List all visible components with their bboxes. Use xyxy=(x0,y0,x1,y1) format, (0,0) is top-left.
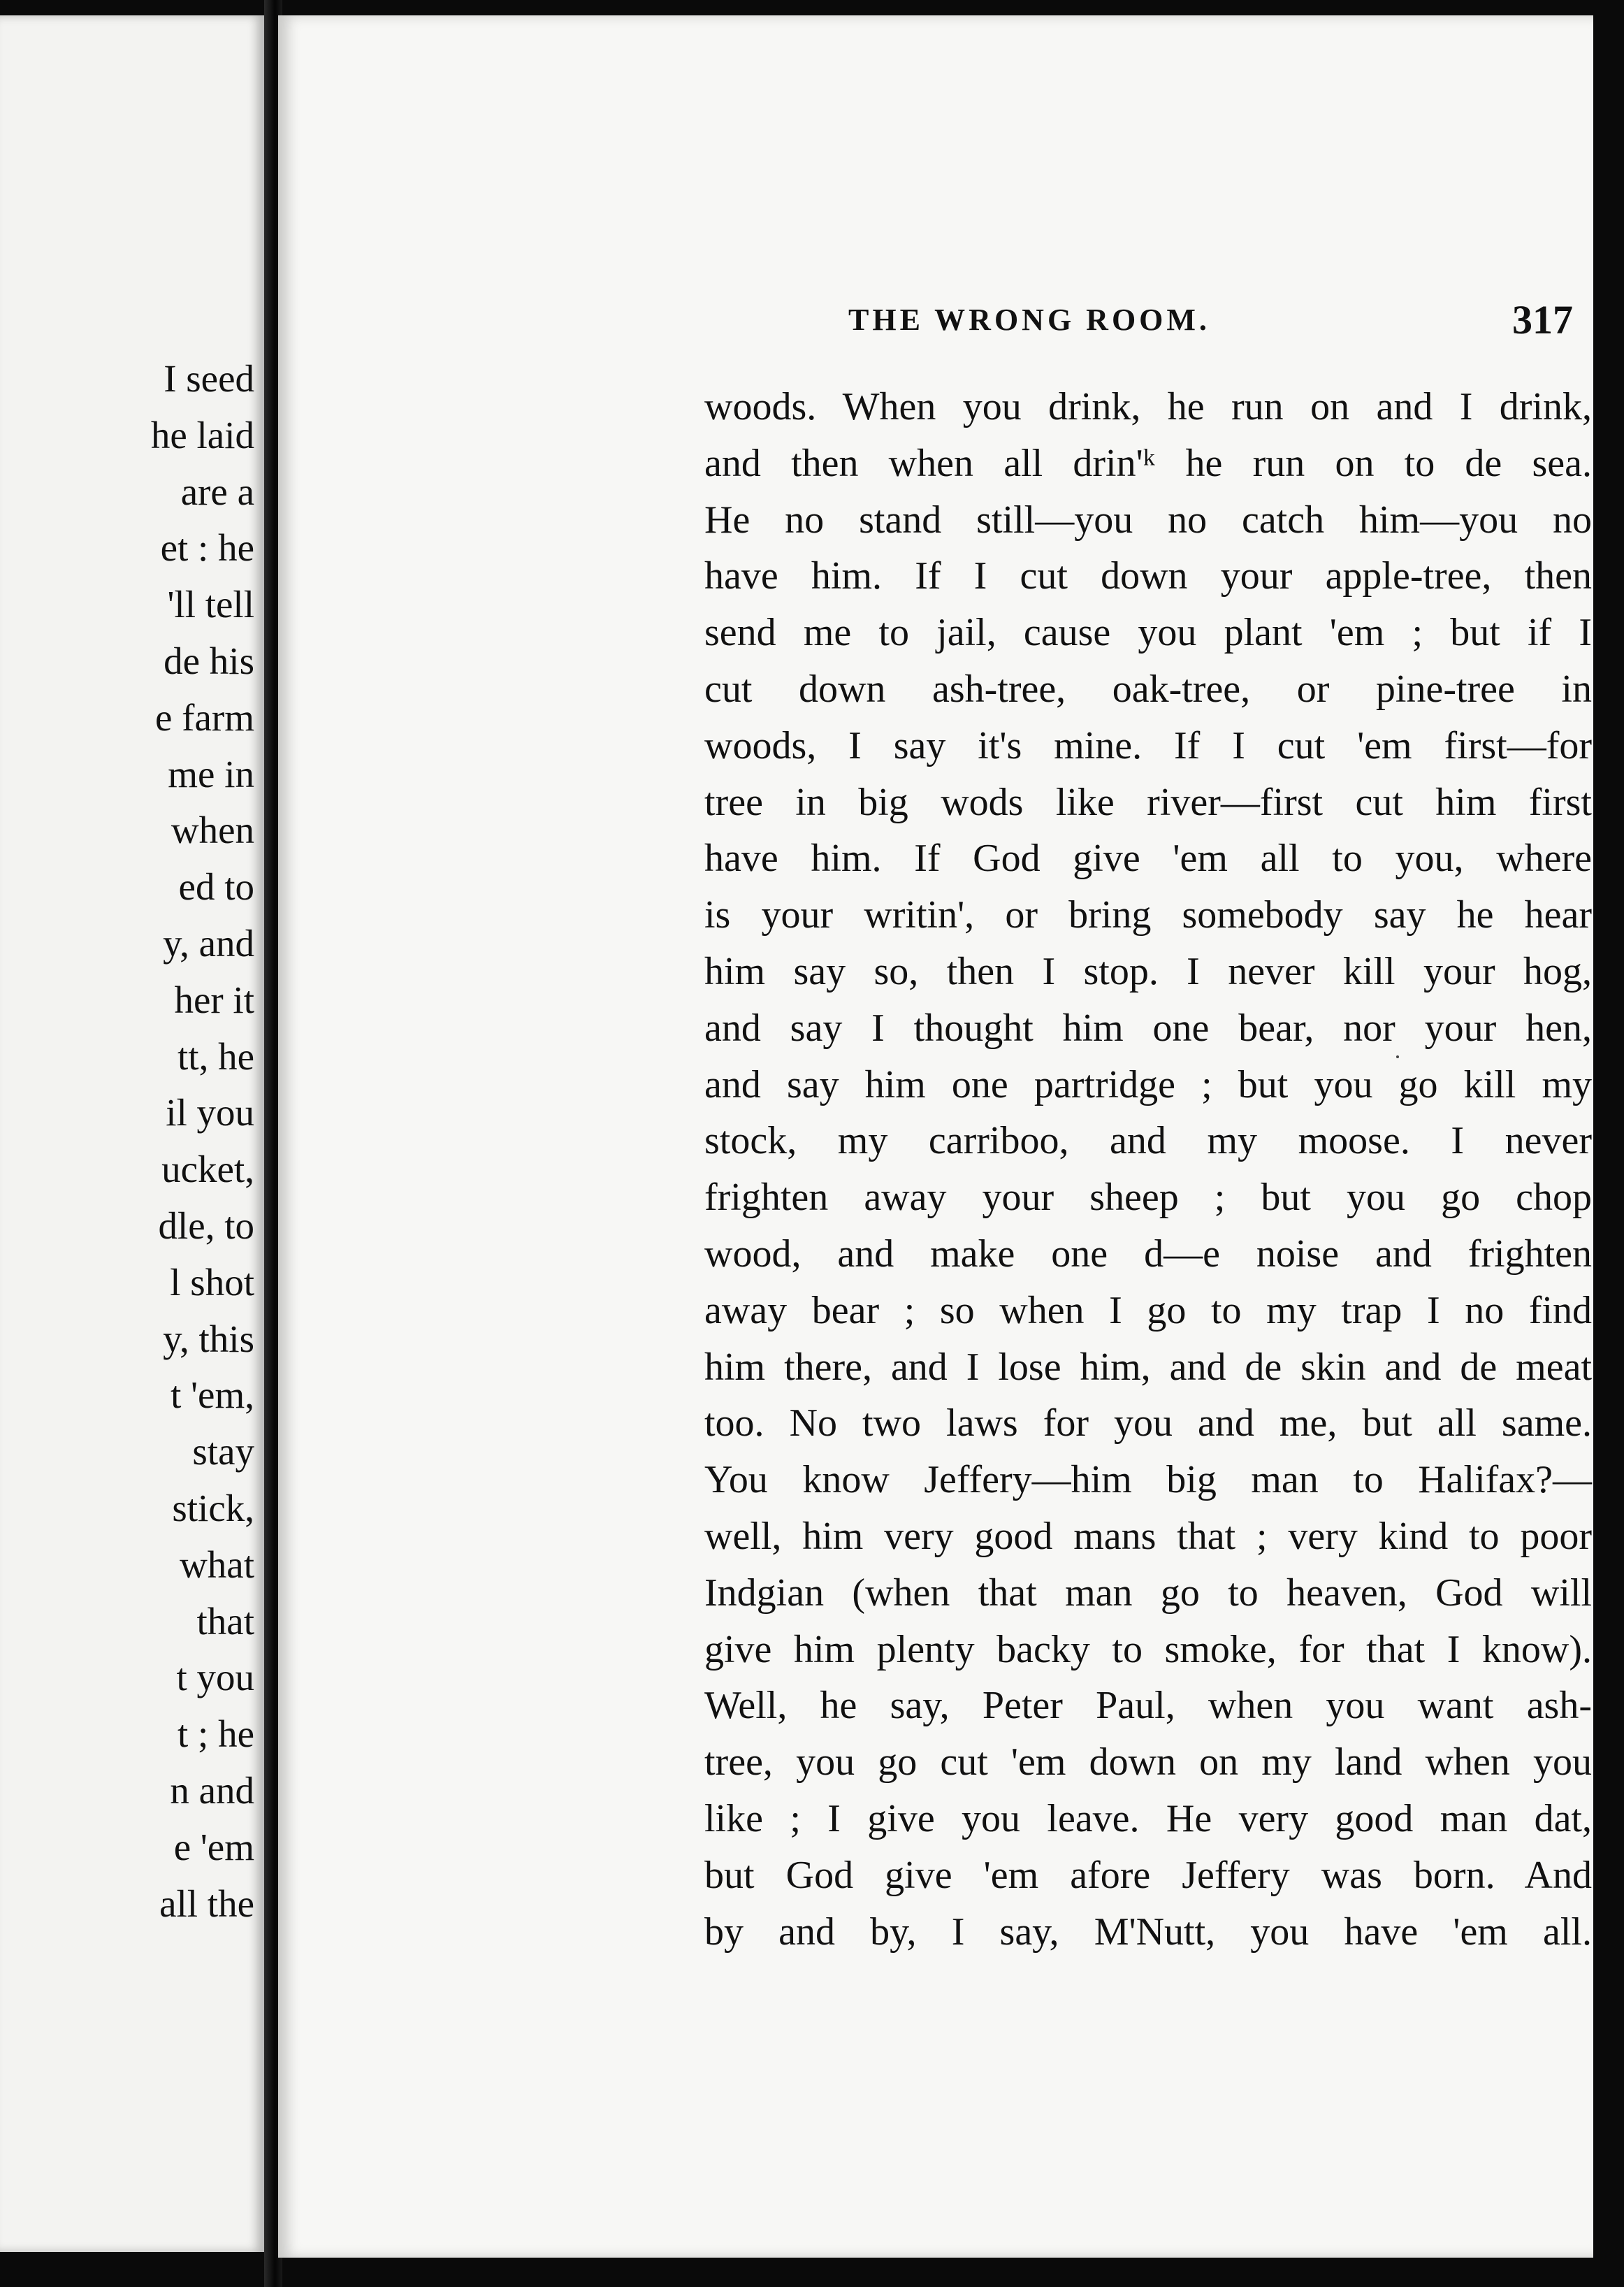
left-page-text xyxy=(3,351,254,1932)
text-line: wood, and make one d—e noise and frighten xyxy=(704,1232,1592,1276)
text-line: give him plenty backy to smoke, for that I know). xyxy=(704,1627,1592,1671)
text-line: and then when all drin'ᵏ he run on to de sea. xyxy=(704,441,1592,485)
text-line: tree, you go cut 'em down on my land when you xyxy=(704,1740,1592,1784)
text-line: woods. When you drink, he run on and I drink, xyxy=(704,385,1592,428)
left-page-line: ucket, xyxy=(161,1148,254,1191)
text-line: Well, he say, Peter Paul, when you want ash- xyxy=(704,1684,1592,1728)
text-line: have him. If I cut down your apple-tree, then xyxy=(704,554,1592,598)
print-speck xyxy=(1396,1055,1399,1058)
left-page-line: me in xyxy=(168,752,254,795)
left-page-line: dle, to xyxy=(158,1204,254,1247)
left-page-line: n and xyxy=(170,1768,254,1812)
left-page-line: stick, xyxy=(172,1486,254,1529)
left-page-line: t you xyxy=(176,1656,254,1699)
text-line: have him. If God give 'em all to you, where xyxy=(704,837,1592,881)
left-page-line: y, this xyxy=(163,1317,254,1360)
text-line: Indgian (when that man go to heaven, God will xyxy=(704,1571,1592,1615)
left-page-line: he laid xyxy=(150,413,254,456)
text-line: woods, I say it's mine. If I cut 'em first—for xyxy=(704,723,1592,767)
left-page-line: de his xyxy=(164,639,254,682)
text-line: him there, and I lose him, and de skin and de meat xyxy=(704,1345,1592,1389)
left-page-line: ed to xyxy=(178,865,254,909)
left-page-line: her it xyxy=(174,978,254,1021)
left-page-line: e farm xyxy=(155,695,254,739)
left-page-line: il you xyxy=(166,1091,254,1134)
text-line: but God give 'em afore Jeffery was born. And xyxy=(704,1853,1592,1897)
text-line: tree in big wods like river—first cut him first xyxy=(704,780,1592,824)
text-line: send me to jail, cause you plant 'em ; but if I xyxy=(704,611,1592,655)
left-page-line: stay xyxy=(192,1430,254,1473)
left-page-line: what xyxy=(180,1543,254,1586)
text-line: like ; I give you leave. He very good man dat, xyxy=(704,1796,1592,1840)
left-page-line: t ; he xyxy=(177,1712,254,1756)
body-text xyxy=(704,379,1592,1960)
text-line: and say I thought him one bear, nor your hen, xyxy=(704,1006,1592,1050)
left-page-line: that xyxy=(196,1599,254,1643)
right-page xyxy=(278,15,1593,2258)
text-line: well, him very good mans that ; very kind to poor xyxy=(704,1514,1592,1558)
left-page-line: l shot xyxy=(170,1260,254,1304)
text-line: by and by, I say, M'Nutt, you have 'em all. xyxy=(704,1910,1592,1954)
left-page-fragment xyxy=(0,15,264,2252)
text-line: stock, my carriboo, and my moose. I never xyxy=(704,1119,1592,1163)
text-line: away bear ; so when I go to my trap I no find xyxy=(704,1288,1592,1332)
text-line: frighten away your sheep ; but you go chop xyxy=(704,1176,1592,1220)
text-line: him say so, then I stop. I never kill your hog, xyxy=(704,949,1592,993)
left-page-line: 'll tell xyxy=(167,583,254,626)
left-page-line: I seed xyxy=(164,357,254,400)
running-title: THE WRONG ROOM. xyxy=(848,303,1210,337)
text-line: too. No two laws for you and me, but all same. xyxy=(704,1401,1592,1445)
left-page-line: are a xyxy=(180,470,254,513)
text-line: is your writin', or bring somebody say he hear xyxy=(704,893,1592,937)
left-page-line: t 'em, xyxy=(171,1373,254,1417)
text-line: You know Jeffery—him big man to Halifax?— xyxy=(704,1458,1592,1502)
page-number: 317 xyxy=(1512,297,1573,342)
left-page-line: et : he xyxy=(160,526,254,570)
text-line: cut down ash-tree, oak-tree, or pine-tree in xyxy=(704,667,1592,711)
left-page-line: e 'em xyxy=(173,1825,254,1868)
left-page-line: all the xyxy=(159,1882,254,1925)
left-page-line: when xyxy=(171,809,254,852)
text-line: He no stand still—you no catch him—you no xyxy=(704,498,1592,542)
left-page-line: y, and xyxy=(163,921,254,965)
running-head xyxy=(659,292,1581,348)
text-line: and say him one partridge ; but you go kill my xyxy=(704,1062,1592,1106)
left-page-line: tt, he xyxy=(177,1034,254,1078)
